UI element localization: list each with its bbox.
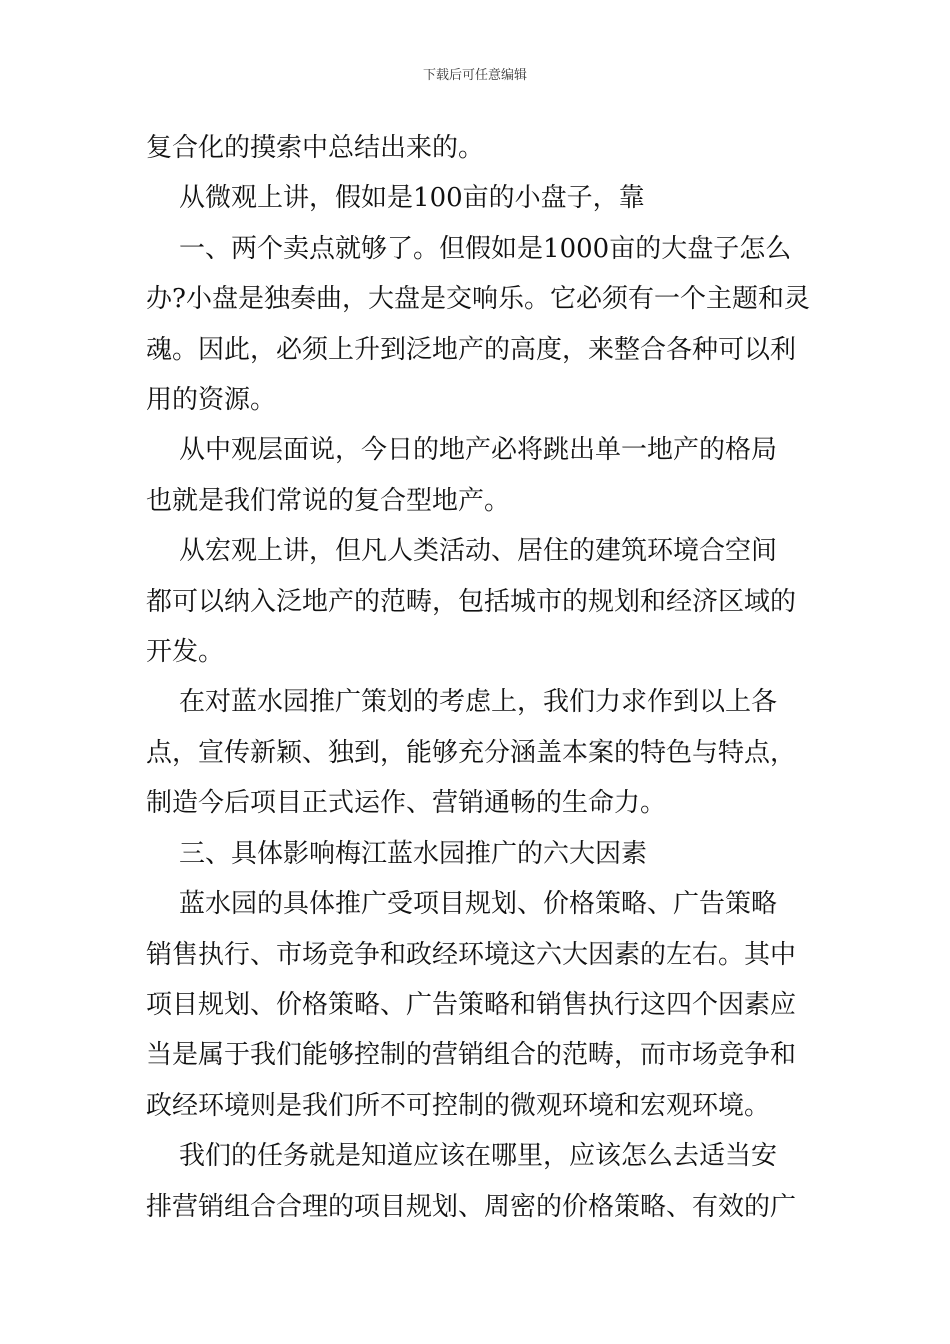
text-line: 魂。因此，必须上升到泛地产的高度，来整合各种可以利 [146, 334, 797, 365]
text-line: 从微观上讲，假如是100亩的小盘子，靠 [146, 183, 645, 214]
text-line: 三、具体影响梅江蓝水园推广的六大因素 [146, 838, 648, 869]
text-line: 当是属于我们能够控制的营销组合的范畴，而市场竞争和 [146, 1040, 797, 1071]
text-line: 办?小盘是独奏曲，大盘是交响乐。它必须有一个主题和灵 [146, 284, 810, 315]
text-line: 排营销组合合理的项目规划、周密的价格策略、有效的广 [146, 1191, 797, 1222]
text-line: 制造今后项目正式运作、营销通畅的生命力。 [146, 788, 667, 819]
text-line: 从中观层面说，今日的地产必将跳出单一地产的格局 [146, 435, 778, 466]
text-line: 用的资源。 [146, 385, 277, 416]
text-line: 都可以纳入泛地产的范畴，包括城市的规划和经济区域的 [146, 586, 797, 617]
text-line: 蓝水园的具体推广受项目规划、价格策略、广告策略 [146, 889, 778, 920]
body-text [146, 123, 810, 1232]
text-line: 一、两个卖点就够了。但假如是1000亩的大盘子怎么 [146, 233, 792, 264]
text-line: 从宏观上讲，但凡人类活动、居住的建筑环境合空间 [146, 536, 778, 567]
text-line: 点，宣传新颖、独到，能够充分涵盖本案的特色与特点， [146, 737, 797, 768]
text-line: 也就是我们常说的复合型地产。 [146, 485, 511, 516]
text-line: 我们的任务就是知道应该在哪里，应该怎么去适当安 [146, 1141, 778, 1172]
text-line: 政经环境则是我们所不可控制的微观环境和宏观环境。 [146, 1090, 771, 1121]
text-line: 开发。 [146, 637, 225, 668]
text-line: 复合化的摸索中总结出来的。 [146, 133, 485, 163]
text-line: 项目规划、价格策略、广告策略和销售执行这四个因素应 [146, 989, 797, 1020]
text-line: 销售执行、市场竞争和政经环境这六大因素的左右。其中 [146, 939, 797, 970]
text-line: 在对蓝水园推广策划的考虑上，我们力求作到以上各 [146, 687, 778, 718]
page-header: 下载后可任意编辑 [422, 68, 527, 83]
